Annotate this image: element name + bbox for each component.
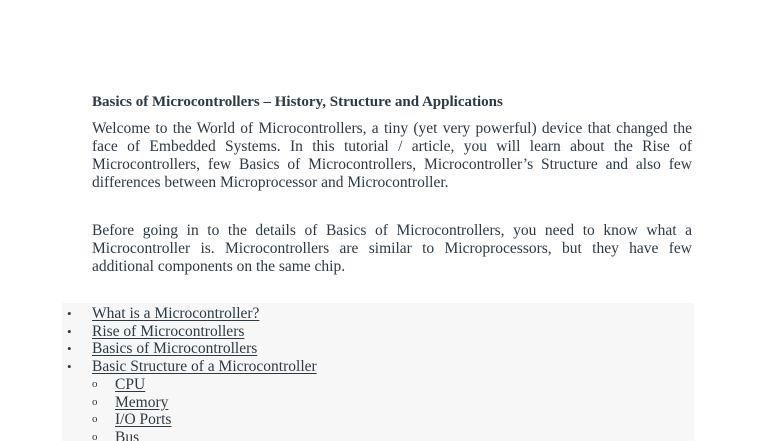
circle-bullet-icon: o	[92, 430, 98, 441]
toc-link-rise[interactable]: Rise of Microcontrollers	[92, 322, 245, 340]
toc-link-cpu[interactable]: CPU	[115, 375, 146, 393]
toc-link-structure[interactable]: Basic Structure of a Microcontroller	[92, 358, 317, 376]
toc-sub-item-cpu	[92, 376, 317, 394]
toc-item-what-is	[62, 305, 317, 323]
toc-item-basics	[62, 340, 317, 358]
toc-link-what-is[interactable]: What is a Microcontroller?	[92, 305, 260, 322]
intro-paragraph: Welcome to the World of Microcontrollers, a tiny (yet very powerful) device that changed the face of Embedded Systems. In this tutorial / article, you will learn about the Rise of Microcontrollers, few Basics of Microcontrollers, Microcontroller’s Structure and also few differences between Microprocessor and Microcontroller.	[92, 120, 692, 191]
bullet-icon: •	[67, 323, 72, 339]
bullet-icon: •	[67, 359, 72, 375]
toc-sub-item-io-ports	[92, 411, 317, 429]
bullet-icon: •	[67, 306, 72, 321]
circle-bullet-icon: o	[92, 413, 98, 426]
toc-sub-list	[92, 376, 317, 441]
toc-link-io-ports[interactable]: I/O Ports	[115, 411, 172, 429]
toc-sub-item-memory	[92, 394, 317, 412]
definition-paragraph: Before going in to the details of Basics of Microcontrollers, you need to know what a Microcontroller is. Microcontrollers are similar to Microprocessors, but they have few additional components on the same chip.	[92, 222, 692, 275]
toc-link-memory[interactable]: Memory	[115, 393, 169, 411]
table-of-contents	[62, 305, 317, 441]
toc-item-rise	[62, 323, 317, 341]
toc-sub-item-bus	[92, 429, 317, 441]
toc-item-structure	[62, 358, 317, 441]
circle-bullet-icon: o	[92, 377, 98, 390]
toc-link-basics[interactable]: Basics of Microcontrollers	[92, 340, 258, 358]
article-title: Basics of Microcontrollers – History, Structure and Applications	[92, 94, 503, 110]
circle-bullet-icon: o	[92, 395, 98, 408]
bullet-icon: •	[67, 341, 72, 357]
toc-link-bus[interactable]: Bus	[115, 428, 140, 441]
